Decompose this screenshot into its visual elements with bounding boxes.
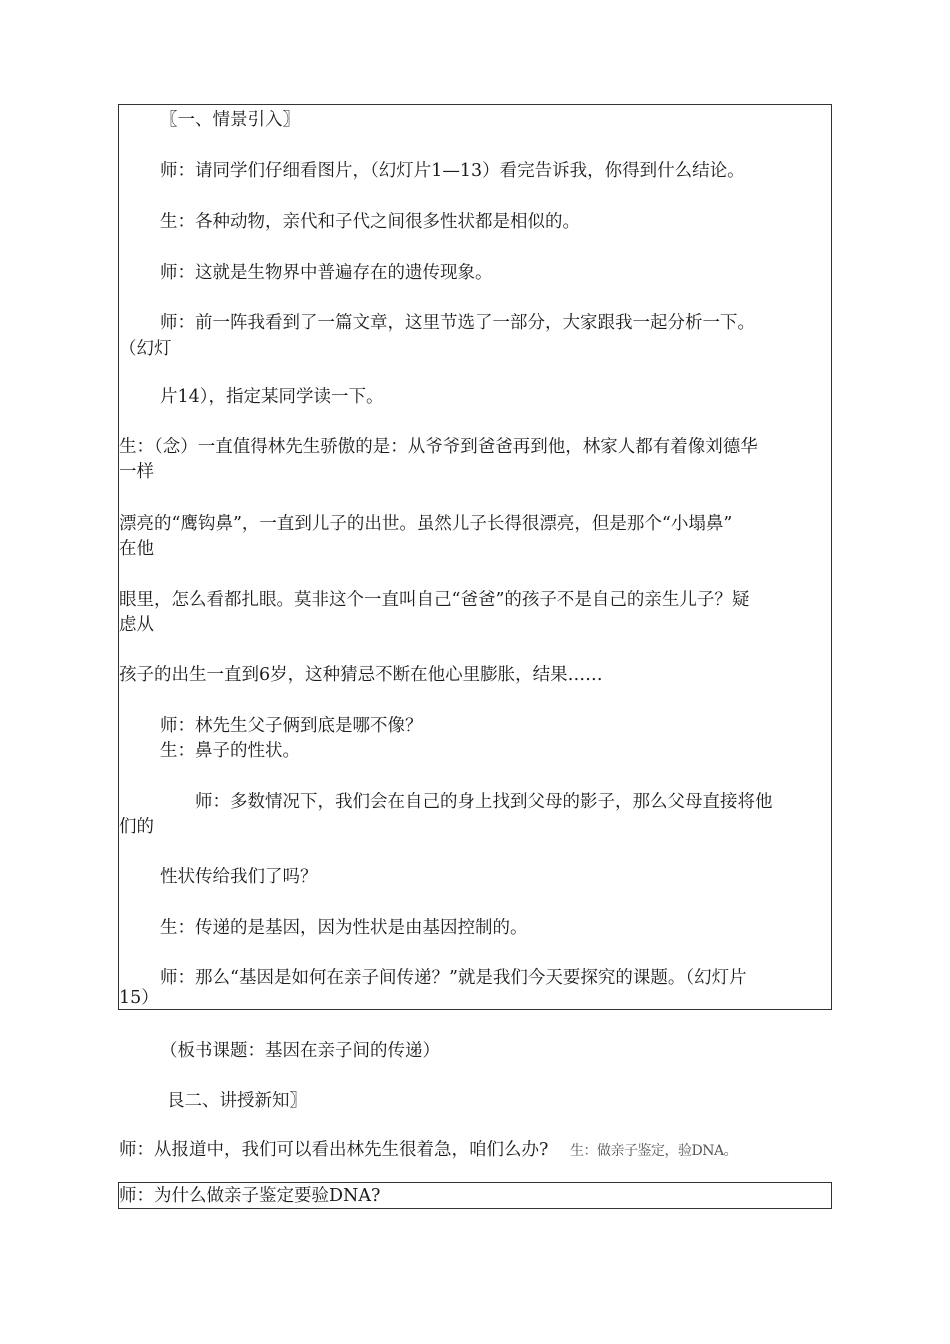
dialogue-line: 师：前一阵我看到了一篇文章，这里节选了一部分，大家跟我一起分析一下。 xyxy=(160,313,755,333)
dialogue-line: 师：为什么做亲子鉴定要验DNA? xyxy=(119,1186,381,1206)
reading-line-wrap: 在他 xyxy=(119,539,154,559)
section-heading-new-knowledge: 艮二、讲授新知〗 xyxy=(167,1091,307,1111)
reading-line: 孩子的出生一直到6岁，这种猜忌不断在他心里膨胀，结果…… xyxy=(119,665,603,685)
teacher-question: 师：从报道中，我们可以看出林先生很着急，咱们么办? xyxy=(119,1140,549,1160)
reading-line-wrap: 虑从 xyxy=(119,615,154,635)
dialogue-line: 师：这就是生物界中普遍存在的遗传现象。 xyxy=(160,263,493,283)
dialogue-line: 生：各种动物，亲代和子代之间很多性状都是相似的。 xyxy=(160,212,580,232)
dialogue-line: 生：鼻子的性状。 xyxy=(160,741,300,761)
dialogue-line: 师：那么“基因是如何在亲子间传递？”就是我们今天要探究的课题。（幻灯片 xyxy=(160,968,747,988)
dialogue-line-wrap: 们的 xyxy=(119,817,154,837)
reading-line-wrap: 一样 xyxy=(119,462,154,482)
dialogue-line-wrap: （幻灯 xyxy=(119,339,172,359)
section-heading-intro: 〖一、情景引入〗 xyxy=(160,110,300,130)
dialogue-line: 片14），指定某同学读一下。 xyxy=(160,387,384,407)
reading-line: 眼里，怎么看都扎眼。莫非这个一直叫自己“爸爸”的孩子不是自己的亲生儿子？疑 xyxy=(119,590,750,610)
reading-line: 漂亮的“鹰钩鼻”，一直到儿子的出世。虽然儿子长得很漂亮，但是那个“小塌鼻” xyxy=(119,514,733,534)
reading-line: 生：（念）一直值得林先生骄傲的是：从爷爷到爸爸再到他，林家人都有着像刘德华 xyxy=(119,437,758,457)
board-title: （板书课题：基因在亲子间的传递） xyxy=(160,1041,440,1061)
dialogue-line: 师：请同学们仔细看图片，（幻灯片1—13）看完告诉我，你得到什么结论。 xyxy=(160,161,745,181)
overlapping-student-answer: 生：做亲子鉴定，验DNA。 xyxy=(570,1143,738,1159)
dialogue-line-wrap: 15） xyxy=(119,988,159,1008)
dialogue-line: 师：林先生父子俩到底是哪不像？ xyxy=(160,716,423,736)
dialogue-line: 性状传给我们了吗？ xyxy=(160,867,318,887)
dialogue-line: 生：传递的是基因，因为性状是由基因控制的。 xyxy=(160,918,528,938)
dialogue-line: 师：多数情况下，我们会在自己的身上找到父母的影子，那么父母直接将他 xyxy=(195,792,773,812)
